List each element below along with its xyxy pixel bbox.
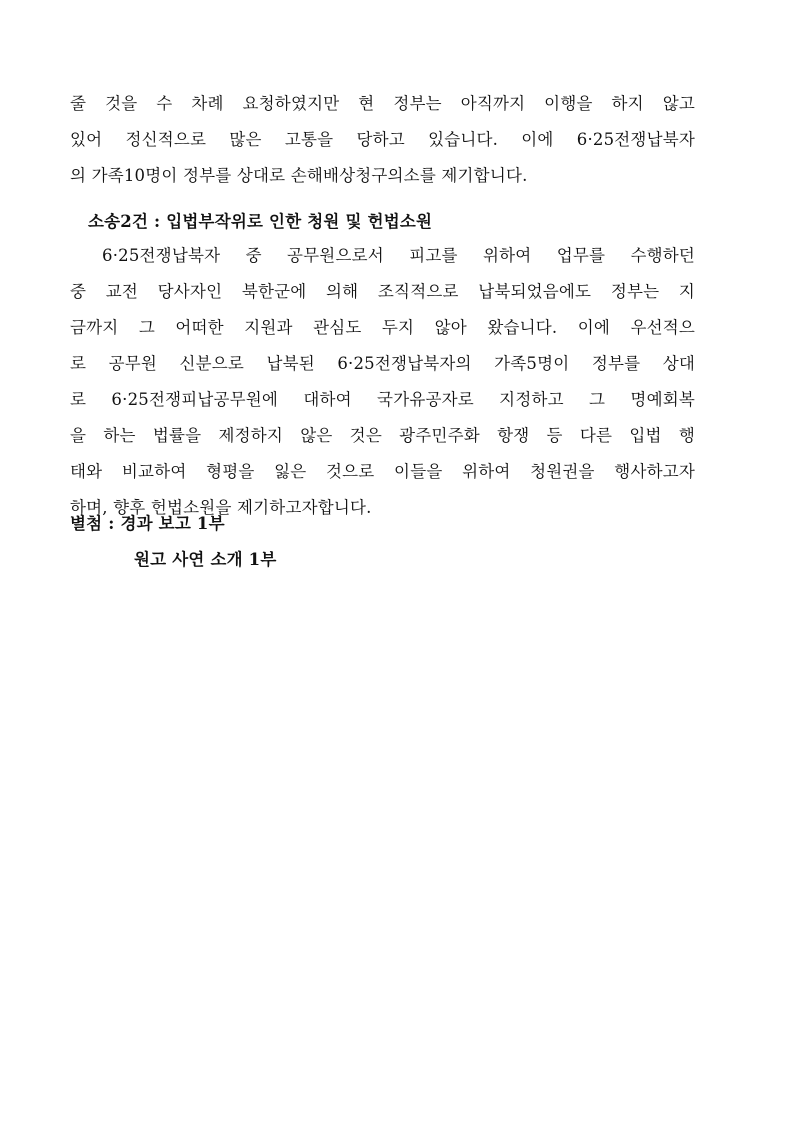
text-line: 금까지 그 어떠한 지원과 관심도 두지 않아 왔습니다. 이에 우선적으	[70, 318, 695, 337]
text-line: 줄 것을 수 차례 요청하였지만 현 정부는 아직까지 이행을 하지 않고	[70, 94, 695, 113]
text-line: 로 6·25전쟁피납공무원에 대하여 국가유공자로 지정하고 그 명예회복	[70, 390, 695, 409]
paragraph-lawsuit-1-continuation	[70, 86, 695, 194]
attachment-item-plaintiff-stories: 원고 사연 소개 1부	[134, 550, 277, 569]
text-line: 의 가족10명이 정부를 상대로 손해배상청구의소를 제기합니다.	[70, 166, 528, 185]
text-line: 하며, 향후 헌법소원을 제기하고자합니다.	[70, 498, 372, 517]
text-line: 있어 정신적으로 많은 고통을 당하고 있습니다. 이에 6·25전쟁납북자	[70, 130, 695, 149]
attachment-item-progress-report: 별첨 : 경과 보고 1부	[70, 514, 225, 533]
section-heading-case-2: 소송2건 : 입법부작위로 인한 청원 및 헌법소원	[88, 212, 433, 231]
text-line: 태와 비교하여 형평을 잃은 것으로 이들을 위하여 청원권을 행사하고자	[70, 462, 695, 481]
paragraph-case-2-body	[70, 238, 695, 526]
text-line: 로 공무원 신분으로 납북된 6·25전쟁납북자의 가족5명이 정부를 상대	[70, 354, 695, 373]
attachments-list	[70, 506, 277, 578]
text-line: 중 교전 당사자인 북한군에 의해 조직적으로 납북되었음에도 정부는 지	[70, 282, 695, 301]
text-line: 을 하는 법률을 제정하지 않은 것은 광주민주화 항쟁 등 다른 입법 행	[70, 426, 695, 445]
text-line: 6·25전쟁납북자 중 공무원으로서 피고를 위하여 업무를 수행하던	[102, 246, 695, 265]
